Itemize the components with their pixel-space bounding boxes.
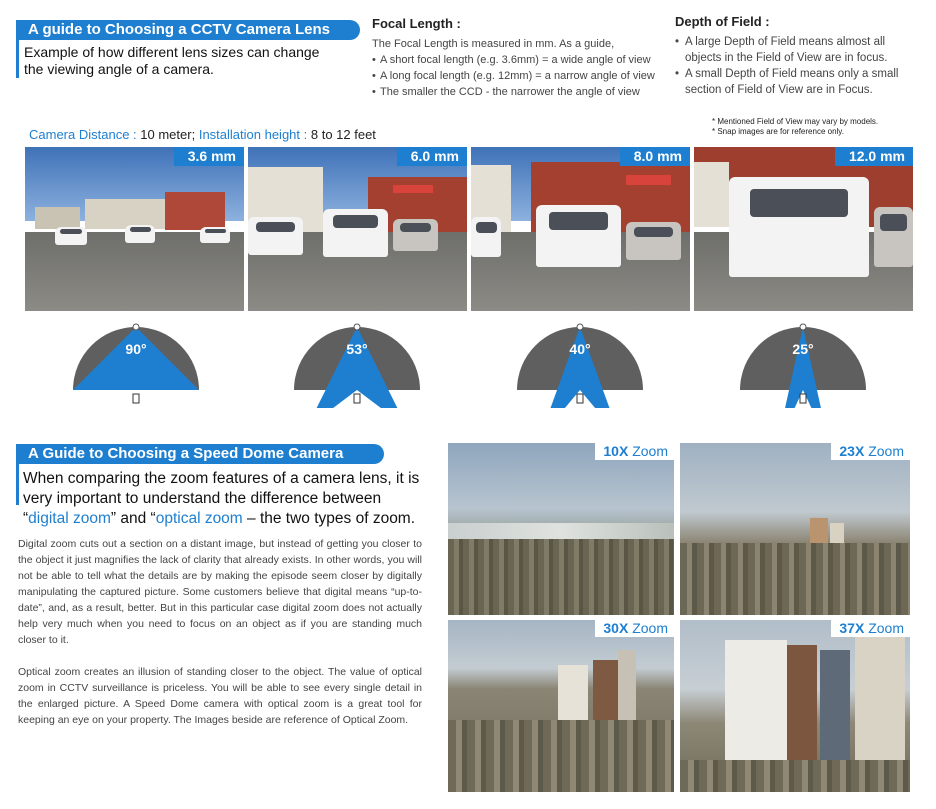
- depth-of-field-list: [675, 34, 915, 98]
- zoom-label: [831, 620, 910, 637]
- digital-zoom-term: digital zoom: [28, 510, 111, 527]
- fov-angle-label: 90°: [125, 341, 147, 357]
- zoom-word: Zoom: [868, 620, 904, 636]
- lens-guide-subtitle: [24, 44, 354, 78]
- focal-length-bullet: • A long focal length (e.g. 12mm) = a narrow angle of view: [372, 68, 662, 84]
- fov-dome-12-0mm: [738, 318, 868, 408]
- lens-label: [174, 147, 244, 166]
- lens-unit: mm: [880, 148, 905, 164]
- distance-value: 10 meter;: [140, 127, 196, 142]
- zoom-photo-30x: [448, 620, 674, 792]
- focal-length-bullet: • A short focal length (e.g. 3.6mm) = a wide angle of view: [372, 52, 662, 68]
- intro-text: When comparing the zoom features of a camera lens, it is very important to understand the difference between “: [23, 470, 420, 527]
- zoom-word: Zoom: [632, 620, 668, 636]
- depth-of-field-section: [675, 14, 915, 98]
- speed-dome-title: A Guide to Choosing a Speed Dome Camera: [16, 444, 384, 464]
- zoom-value: 10X: [603, 443, 629, 459]
- lens-guide-subtitle-line1: Example of how different lens sizes can change: [24, 44, 320, 60]
- fov-angle-label: 25°: [792, 341, 814, 357]
- lens-photo-6-0mm: [248, 147, 467, 311]
- height-label: Installation height :: [198, 127, 308, 142]
- camera-icon: [577, 394, 583, 403]
- lens-guide-subtitle-line2: the viewing angle of a camera.: [24, 61, 214, 77]
- lens-value: 8.0: [633, 148, 654, 164]
- lens-unit: mm: [211, 148, 236, 164]
- focal-length-list: [372, 52, 662, 100]
- zoom-label: [831, 443, 910, 460]
- note-line: * Mentioned Field of View may vary by models.: [712, 117, 879, 126]
- lens-photo-3-6mm: [25, 147, 244, 311]
- depth-of-field-bullet: • A large Depth of Field means almost all objects in the Field of View are in focus.: [675, 34, 915, 66]
- intro-text: ” and “: [110, 510, 156, 527]
- lens-photo-12-0mm: [694, 147, 913, 311]
- focal-length-section: [372, 16, 662, 100]
- zoom-label: [595, 443, 674, 460]
- zoom-value: 30X: [603, 620, 629, 636]
- zoom-word: Zoom: [868, 443, 904, 459]
- lens-value: 6.0: [410, 148, 431, 164]
- distance-label: Camera Distance :: [29, 127, 137, 142]
- height-value: 8 to 12 feet: [310, 127, 376, 142]
- camera-icon: [800, 394, 806, 403]
- focal-length-intro: The Focal Length is measured in mm. As a guide,: [372, 38, 615, 50]
- camera-point-marker: [133, 324, 139, 330]
- zoom-photo-10x: [448, 443, 674, 615]
- camera-point-marker: [577, 324, 583, 330]
- zoom-photo-23x: [680, 443, 910, 615]
- lens-value: 3.6: [187, 148, 208, 164]
- depth-of-field-heading: Depth of Field :: [675, 14, 770, 29]
- reference-notes: [712, 117, 917, 137]
- optical-zoom-paragraph: Optical zoom creates an illusion of standing closer to the object. The value of optical zoom in CCTV surveillance is priceless. You will be able to see every single detail in the enlarged picture. A Speed Dome camera with optical zoom is a great tool for keeping an eye on your property. The Images beside are reference of Optical Zoom.: [18, 666, 422, 726]
- camera-point-marker: [800, 324, 806, 330]
- intro-text: – the two types of zoom.: [242, 510, 416, 527]
- lens-label: [835, 147, 913, 166]
- speed-dome-intro: [23, 469, 423, 529]
- lens-value: 12.0: [848, 148, 877, 164]
- fov-angle-label: 53°: [346, 341, 368, 357]
- fov-angle-label: 40°: [569, 341, 591, 357]
- fov-dome-8-0mm: [515, 318, 645, 408]
- camera-icon: [354, 394, 360, 403]
- camera-point-marker: [354, 324, 360, 330]
- fov-dome-6-0mm: [292, 318, 422, 408]
- lens-unit: mm: [434, 148, 459, 164]
- fov-dome-3-6mm: [71, 318, 201, 408]
- zoom-photo-37x: [680, 620, 910, 792]
- lens-unit: mm: [657, 148, 682, 164]
- focal-length-heading: Focal Length :: [372, 16, 461, 31]
- lens-guide-title: A guide to Choosing a CCTV Camera Lens: [16, 20, 360, 40]
- zoom-value: 23X: [839, 443, 865, 459]
- zoom-word: Zoom: [632, 443, 668, 459]
- optical-zoom-term: optical zoom: [155, 510, 243, 527]
- digital-zoom-paragraph: Digital zoom cuts out a section on a distant image, but instead of getting you closer to the object it just magnifies the lack of clarity that already exists. In other words, you will not be able to tell what the details are by making the episode seem closer by digitally manipulating the captured picture. Some customers believe that digital means “up-to-date”, and, as a result, better. But in this particular case digital zoom does not actually help very much when you need to focus on an object as if you are standing much closer to it.: [18, 538, 422, 646]
- zoom-value: 37X: [839, 620, 865, 636]
- lens-label: [620, 147, 690, 166]
- note-line: * Snap images are for reference only.: [712, 127, 844, 136]
- camera-icon: [133, 394, 139, 403]
- depth-of-field-bullet: • A small Depth of Field means only a small section of Field of View are in Focus.: [675, 66, 915, 98]
- zoom-label: [595, 620, 674, 637]
- lens-photo-8-0mm: [471, 147, 690, 311]
- camera-distance-info: [29, 127, 376, 142]
- lens-label: [397, 147, 467, 166]
- focal-length-bullet: • The smaller the CCD - the narrower the angle of view: [372, 84, 662, 100]
